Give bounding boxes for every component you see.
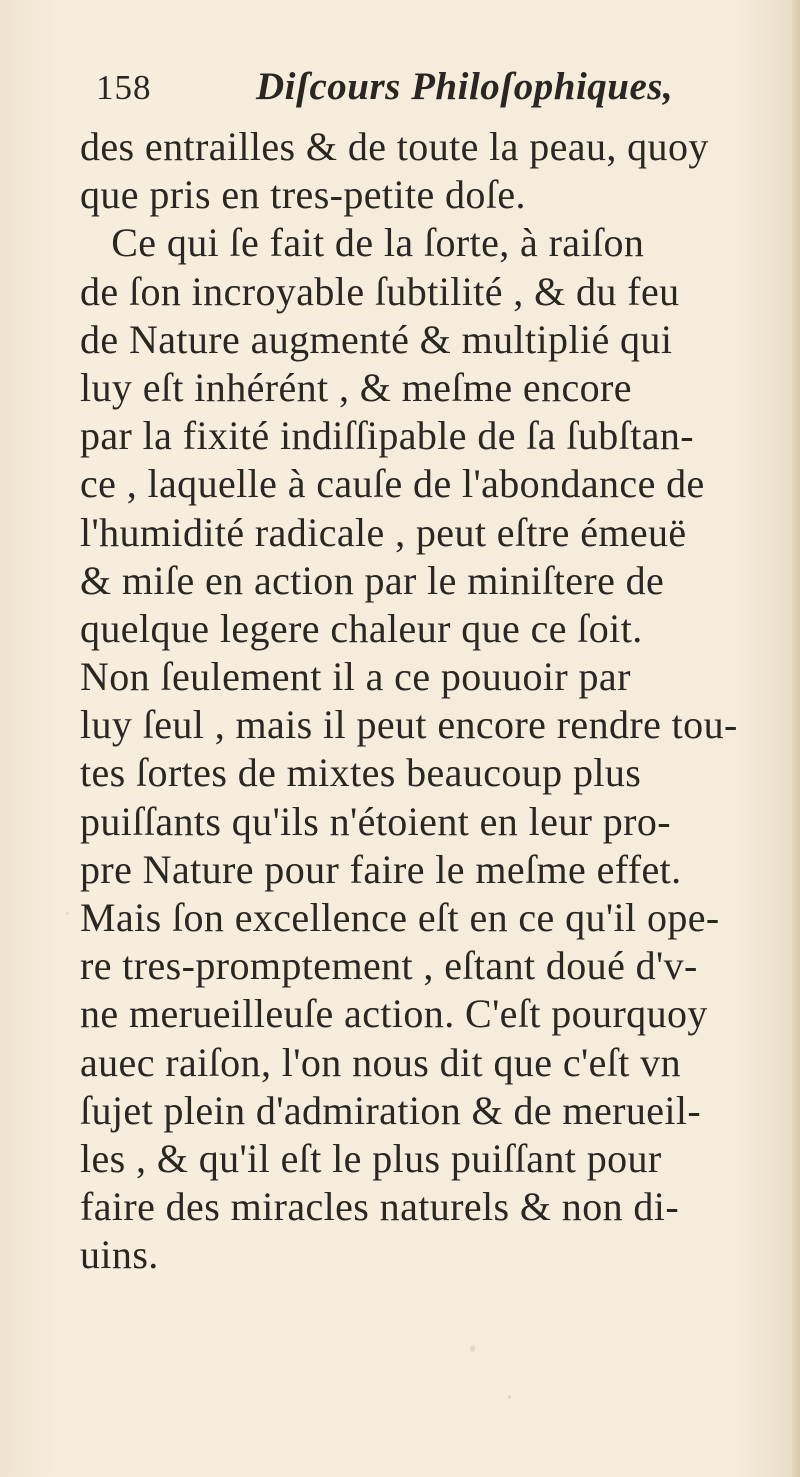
text-line: que pris en tres-petite doſe. [80, 172, 526, 218]
text-line: ſujet plein d'admiration & de merueil- [80, 1087, 702, 1133]
text-line: Non ſeulement il a ce pouuoir par [80, 654, 631, 700]
text-line: quelque legere chaleur que ce ſoit. [80, 605, 643, 651]
text-line: luy eſt inhérént , & meſme encore [80, 364, 632, 410]
page-number: 158 [96, 68, 152, 107]
text-line: Ce qui ſe fait de la ſorte, à raiſon [80, 220, 645, 266]
page-header [96, 64, 716, 116]
text-line: uins. [80, 1232, 159, 1278]
text-line: re tres-promptement , eſtant doué d'v- [80, 943, 698, 989]
body-text [80, 123, 800, 1280]
text-line: de ſon incroyable ſubtilité , & du feu [80, 268, 680, 314]
text-line: faire des miracles naturels & non di- [80, 1184, 680, 1230]
text-line: Mais ſon excellence eſt en ce qu'il ope- [80, 895, 720, 940]
text-line: l'humidité radicale , peut eſtre émeuë [80, 509, 687, 555]
running-title: Diſcours Philoſophiques, [256, 65, 674, 108]
text-line: des entrailles & de toute la peau, quoy [80, 124, 709, 169]
text-line: ce , laquelle à cauſe de l'abondance de [80, 461, 705, 507]
text-line: pre Nature pour faire le meſme effet. [80, 846, 682, 892]
text-line: par la fixité indiſſipable de ſa ſubſtan- [80, 413, 694, 459]
text-line: auec raiſon, l'on nous dit que c'eſt vn [80, 1039, 681, 1085]
text-line: & miſe en action par le miniſtere de [80, 557, 665, 603]
text-line: de Nature augmenté & multiplié qui [80, 316, 673, 362]
text-line: luy ſeul , mais il peut encore rendre tou- [80, 702, 738, 748]
paper-spot [470, 1345, 475, 1352]
text-line: ne merueilleuſe action. C'eſt pourquoy [80, 991, 708, 1037]
text-line: puiſſants qu'ils n'étoient en leur pro- [80, 798, 672, 844]
paper-spot [508, 1395, 511, 1399]
text-line: tes ſortes de mixtes beaucoup plus [80, 750, 642, 796]
text-line: les , & qu'il eſt le plus puiſſant pour [80, 1135, 662, 1181]
paper-spot [66, 912, 69, 915]
